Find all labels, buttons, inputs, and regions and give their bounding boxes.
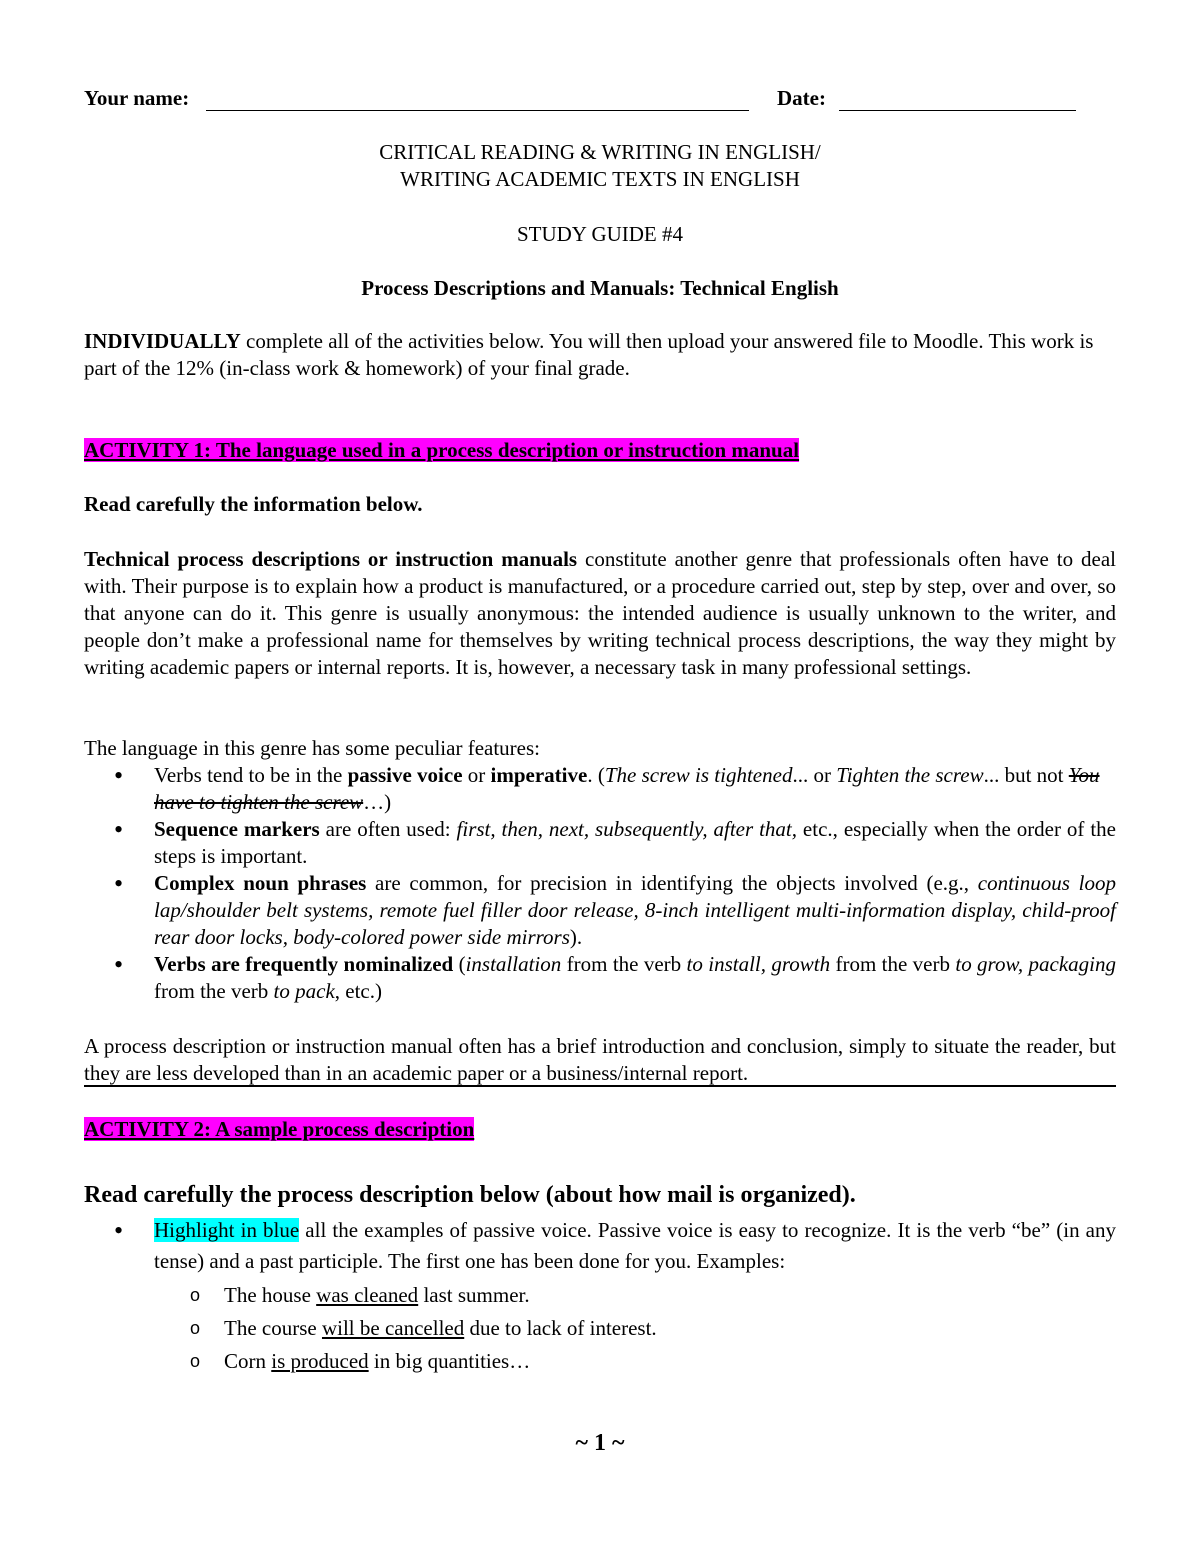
closing-paragraph: A process description or instruction manual often has a brief introduction and conclusion, simply to situate the reader, but they are less developed than in an academic paper or a business/internal report. — [84, 1034, 1116, 1085]
activity1-paragraph — [84, 546, 1116, 681]
activity2-list — [84, 1215, 1116, 1277]
list-item: • Verbs tend to be in the passive voice or imperative. (The screw is tightened... or Tighten the screw... but not You have to tighten the screw…) — [84, 762, 1116, 816]
study-guide-title: STUDY GUIDE #4 — [516, 222, 684, 246]
course-title-line1: CRITICAL READING & WRITING IN ENGLISH/ — [379, 140, 821, 164]
activity1-para-lead: Technical process descriptions or instruction manuals — [84, 547, 578, 571]
features-block — [84, 735, 1116, 1005]
date-label: Date: — [777, 86, 826, 110]
list-item: • Verbs are frequently nominalized (installation from the verb to install, growth from the verb to grow, packaging from the verb to pack, etc.) — [84, 951, 1116, 1005]
example-item: o The house was cleaned last summer. — [84, 1280, 1116, 1311]
features-list — [84, 762, 1116, 1005]
activity1-heading: ACTIVITY 1: The language used in a process description or instruction manual — [84, 438, 800, 462]
course-title — [84, 139, 1116, 193]
intro-paragraph — [84, 328, 1116, 382]
name-label: Your name: — [84, 86, 190, 110]
activity2-heading: ACTIVITY 2: A sample process description — [84, 1117, 475, 1141]
list-item: • Sequence markers are often used: first, then, next, subsequently, after that, etc., especially when the order of the steps is important. — [84, 816, 1116, 870]
intro-lead: INDIVIDUALLY — [84, 329, 241, 353]
name-blank — [206, 110, 749, 111]
section-divider — [84, 1085, 1116, 1087]
activity2-heading-block — [84, 1116, 1116, 1143]
activity1-heading-block — [84, 437, 1116, 464]
example-item: o Corn is produced in big quantities… — [84, 1346, 1116, 1377]
examples-list — [84, 1280, 1116, 1377]
name-date-line — [84, 86, 1116, 116]
activity1-read: Read carefully the information below. — [84, 492, 423, 516]
page-subtitle: Process Descriptions and Manuals: Technical English — [361, 276, 839, 300]
activity2-instructions — [84, 1215, 1116, 1377]
date-blank — [839, 110, 1076, 111]
activity2-read: Read carefully the process description below (about how mail is organized). — [84, 1182, 856, 1208]
intro-text: complete all of the activities below. You will then upload your answered file to Moodle. This work is part of the 12% (in-class work & homework) of your final grade. — [84, 329, 1094, 380]
example-item: o The course will be cancelled due to lack of interest. — [84, 1313, 1116, 1344]
features-intro: The language in this genre has some peculiar features: — [84, 736, 540, 760]
page-number: ~ 1 ~ — [575, 1430, 625, 1456]
activity1-para-text: constitute another genre that professionals often have to deal with. Their purpose is to explain how a product is manufactured, or a procedure carried out, step by step, over and over, so that anyone can do it. This genre is usually anonymous: the intended audience is usually unknown to the writer, and people don’t make a professional name for themselves by writing technical process descriptions, the way they might by writing academic papers or internal reports. It is, however, a necessary task in many professional settings. — [84, 547, 1116, 679]
list-item: • Highlight in blue all the examples of passive voice. Passive voice is easy to recognize. It is the verb “be” (in any tense) and a past participle. The first one has been done for you. Examples: — [84, 1215, 1116, 1277]
list-item: • Complex noun phrases are common, for precision in identifying the objects involved (e.g., continuous loop lap/shoulder belt systems, remote fuel filler door release, 8-inch intelligent multi-information display, child-proof rear door locks, body-colored power side mirrors). — [84, 870, 1116, 951]
course-title-line2: WRITING ACADEMIC TEXTS IN ENGLISH — [400, 167, 800, 191]
highlight-in-blue: Highlight in blue — [154, 1218, 300, 1242]
